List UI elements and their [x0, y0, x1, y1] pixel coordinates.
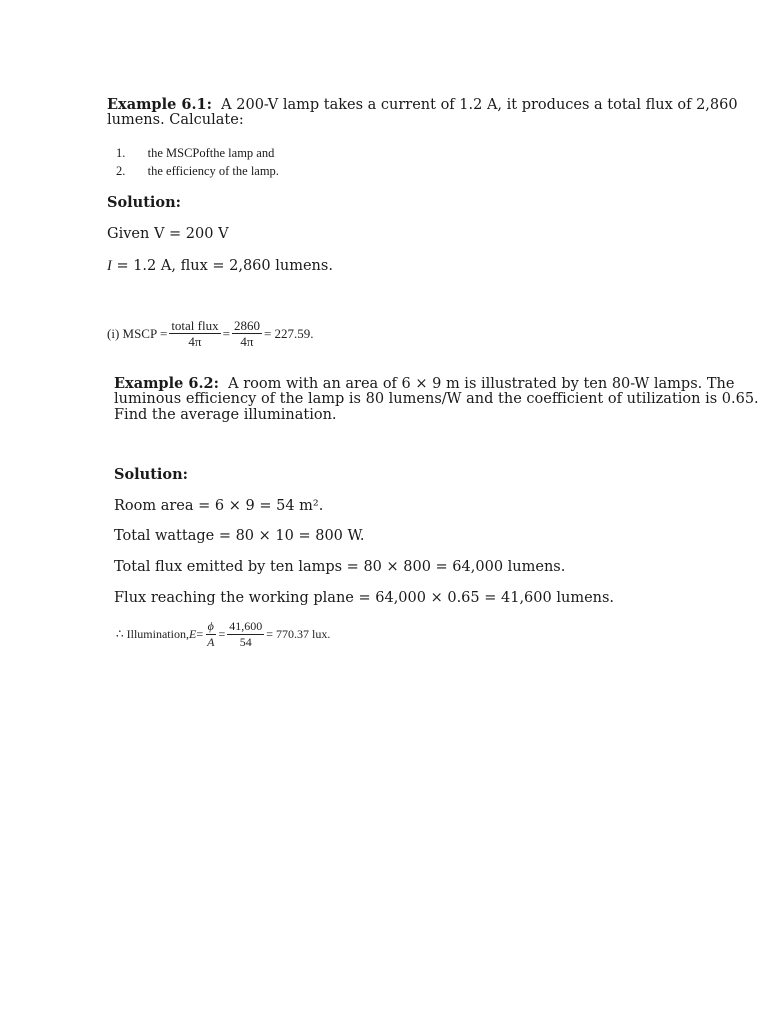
illumination-result: = 770.37 lux.	[266, 627, 331, 641]
solution-step: Total wattage = 80 × 10 = 800 W.	[114, 528, 365, 544]
fraction	[205, 619, 216, 650]
fraction	[169, 318, 220, 349]
solution-step: Flux reaching the working plane = 64,000 × 0.65 = 41,600 lumens.	[114, 590, 615, 606]
list-item	[116, 146, 274, 161]
given-current-flux-text: = 1.2 A, flux = 2,860 lumens.	[111, 258, 333, 274]
solution-heading-1: Solution:	[107, 194, 181, 211]
fraction-numerator: total flux	[171, 318, 219, 333]
equals-sign: =	[222, 325, 230, 341]
list-item-text: the efficiency of the lamp.	[147, 164, 279, 178]
fraction-numerator: 41,600	[229, 619, 263, 633]
list-item-text: the MSCPofthe lamp and	[147, 146, 275, 160]
current-variable: I	[107, 258, 112, 274]
example-6-1-line1: A 200-V lamp takes a current of 1.2 A, it produces a total flux of 2,860	[221, 97, 738, 113]
mscp-label: (i) MSCP =	[107, 325, 168, 341]
example-6-2-line2: luminous efficiency of the lamp is 80 lumens/W and the coefficient of utilization is 0.65.	[114, 391, 759, 407]
example-6-2-heading: Example 6.2:	[114, 375, 219, 392]
illumination-label: ∴ Illumination,	[116, 627, 189, 641]
example-6-2-line3: Find the average illumination.	[114, 407, 337, 423]
given-current-flux	[107, 257, 333, 276]
list-item-number: 1.	[116, 146, 126, 160]
solution-step: Room area = 6 × 9 = 54 m².	[114, 498, 324, 514]
solution-step: Total flux emitted by ten lamps = 80 × 800 = 64,000 lumens.	[114, 559, 566, 575]
equals-sign: =	[218, 627, 226, 641]
mscp-equation	[107, 318, 314, 349]
example-6-2-line1: A room with an area of 6 × 9 m is illustrated by ten 80-W lamps. The	[228, 376, 735, 392]
illumination-equation	[116, 619, 330, 650]
illumination-variable: E	[188, 627, 197, 641]
example-6-1-line2: lumens. Calculate:	[107, 112, 244, 128]
fraction-numerator: ϕ	[207, 619, 214, 633]
example-6-1-heading: Example 6.1:	[107, 96, 212, 113]
fraction-denominator: 4π	[188, 334, 202, 349]
list-item	[116, 164, 279, 179]
list-item-number: 2.	[116, 164, 126, 178]
mscp-result: = 227.59.	[263, 325, 314, 341]
fraction	[227, 619, 264, 650]
fraction-numerator: 2860	[233, 318, 260, 333]
given-voltage: Given V = 200 V	[107, 226, 229, 242]
fraction	[232, 318, 262, 349]
fraction-denominator: 54	[239, 635, 252, 649]
fraction-denominator: 4π	[240, 334, 254, 349]
fraction-denominator: A	[207, 635, 215, 649]
solution-heading-2: Solution:	[114, 466, 188, 483]
equals-sign: =	[196, 627, 204, 641]
